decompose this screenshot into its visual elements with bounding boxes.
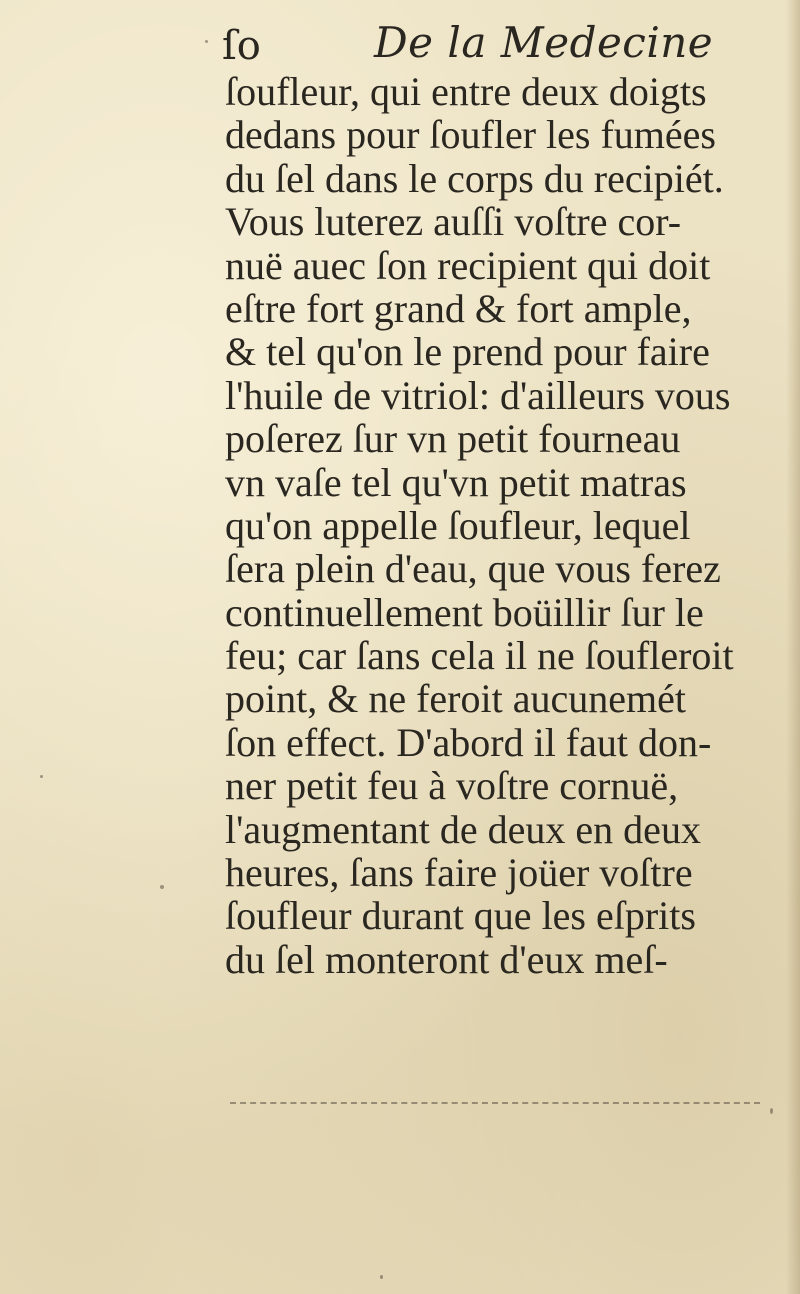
text-line: nuë auec ſon recipient qui doit [225, 242, 711, 288]
page-number: ſo [222, 23, 261, 69]
text-line: & tel qu'on le prend pour faire [225, 329, 710, 375]
text-line: ſon effect. D'abord il faut don- [225, 719, 712, 765]
text-line: ner petit feu à voſtre cornuë, [225, 763, 679, 809]
page-edge-shadow [786, 0, 800, 1294]
paper-speck [40, 775, 43, 778]
text-line: Vous luterez auſſi voſtre cor- [225, 199, 682, 245]
text-line: continuellement boüillir ſur le [225, 589, 704, 635]
text-line: dedans pour ſoufler les fumées [225, 112, 716, 158]
text-line: heures, ſans faire joüer voſtre [225, 850, 693, 896]
text-line: l'huile de vitriol: d'ailleurs vous [225, 372, 731, 418]
text-line: ſoufleur durant que les eſprits [225, 893, 696, 939]
text-line: ſera plein d'eau, que vous ferez [225, 546, 721, 592]
text-line: feu; car ſans cela il ne ſoufleroit [225, 633, 734, 679]
text-line: poſerez ſur vn petit fourneau [225, 416, 681, 462]
bottom-rule [230, 1102, 760, 1104]
paper-speck [380, 1275, 383, 1279]
text-line: l'augmentant de deux en deux [225, 806, 701, 852]
paper-speck [160, 885, 164, 889]
text-line: point, & ne feroit aucunemét [225, 676, 686, 722]
text-line: qu'on appelle ſoufleur, lequel [225, 502, 691, 548]
text-line: eſtre fort grand & fort ample, [225, 285, 692, 331]
text-line: vn vaſe tel qu'vn petit matras [225, 459, 687, 505]
text-line: ſoufleur, qui entre deux doigts [225, 69, 707, 114]
running-title: De la Medecine [374, 18, 714, 67]
body-text [225, 70, 785, 981]
paper-speck [770, 1108, 773, 1114]
paper-speck [205, 40, 208, 43]
text-line: du ſel monteront d'eux meſ- [225, 936, 668, 982]
text-line: du ſel dans le corps du recipiét. [225, 155, 724, 201]
